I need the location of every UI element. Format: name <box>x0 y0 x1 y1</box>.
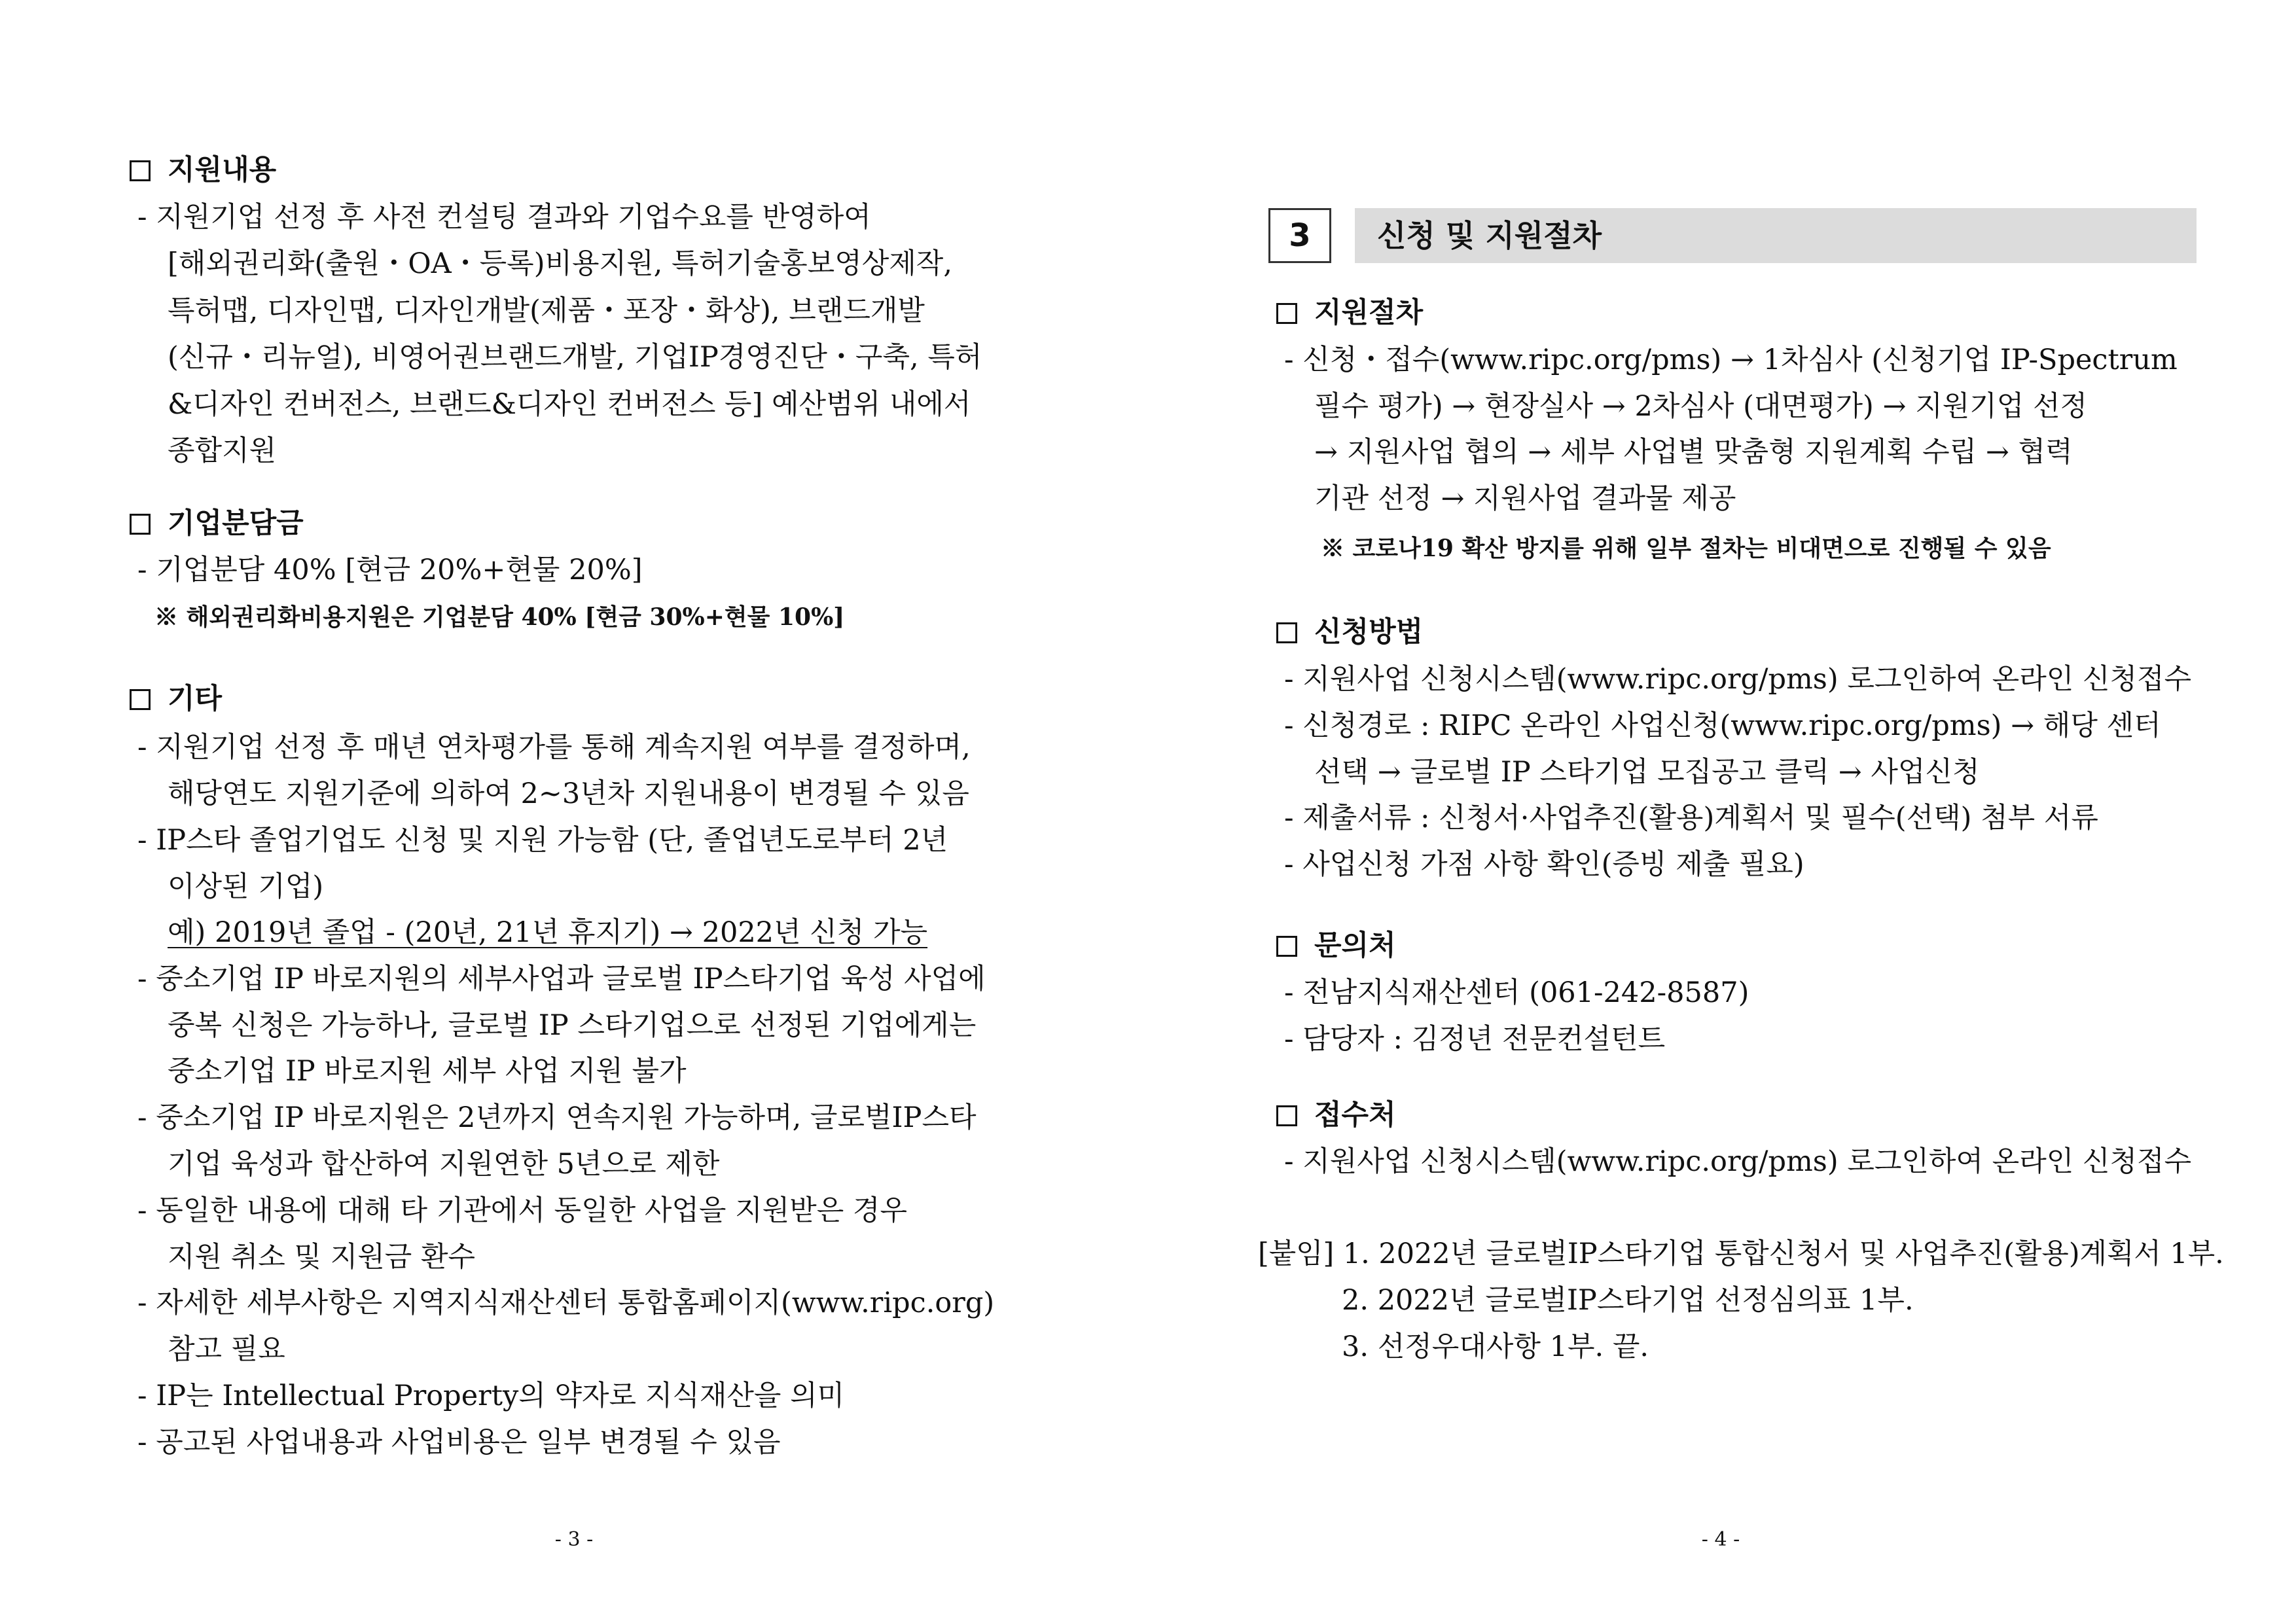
etc-line: 해당연도 지원기준에 의하여 2~3년차 지원내용이 변경될 수 있음 <box>168 777 969 810</box>
support-content-line: 종합지원 <box>168 435 277 467</box>
attachment-line: [붙임] 1. 2022년 글로벌IP스타기업 통합신청서 및 사업추진(활용)계획서 1부. <box>1258 1238 2224 1270</box>
etc-line: - 중소기업 IP 바로지원은 2년까지 연속지원 가능하며, 글로벌IP스타 <box>137 1101 977 1134</box>
etc-line: 참고 필요 <box>168 1333 285 1366</box>
etc-line: - IP는 Intellectual Property의 약자로 지식재산을 의미 <box>137 1380 845 1412</box>
contact-line: - 전남지식재산센터 (061-242-8587) <box>1284 976 1749 1009</box>
etc-line: - 중소기업 IP 바로지원의 세부사업과 글로벌 IP스타기업 육성 사업에 <box>137 963 986 995</box>
checkbox-square-icon <box>1276 1105 1297 1126</box>
procedure-line: 필수 평가) → 현장실사 → 2차심사 (대면평가) → 지원기업 선정 <box>1314 390 2088 423</box>
heading-reception: 접수처 <box>1276 1093 1396 1133</box>
checkbox-square-icon <box>1276 303 1297 324</box>
etc-line: 중복 신청은 가능하나, 글로벌 IP 스타기업으로 선정된 기업에게는 <box>168 1009 977 1042</box>
attachment-line: 2. 2022년 글로벌IP스타기업 선정심의표 1부. <box>1342 1284 1914 1317</box>
method-line: - 제출서류 : 신청서·사업추진(활용)계획서 및 필수(선택) 첨부 서류 <box>1284 802 2098 834</box>
etc-line: 중소기업 IP 바로지원 세부 사업 지원 불가 <box>168 1055 687 1088</box>
page-number: - 4 - <box>1701 1528 1740 1551</box>
procedure-line: - 신청・접수(www.ripc.org/pms) → 1차심사 (신청기업 IP-Spectrum <box>1284 344 2178 376</box>
support-content-line: [해외권리화(출원・OA・등록)비용지원, 특허기술홍보영상제작, <box>168 247 953 280</box>
method-line: - 지원사업 신청시스템(www.ripc.org/pms) 로그인하여 온라인 신청접수 <box>1284 663 2192 696</box>
support-content-line: &디자인 컨버전스, 브랜드&디자인 컨버전스 등] 예산범위 내에서 <box>168 388 971 421</box>
method-line: - 사업신청 가점 사항 확인(증빙 제출 필요) <box>1284 848 1804 881</box>
support-content-line: - 지원기업 선정 후 사전 컨설팅 결과와 기업수요를 반영하여 <box>137 201 871 234</box>
procedure-line: 기관 선정 → 지원사업 결과물 제공 <box>1314 482 1736 515</box>
procedure-note: ※ 코로나19 확산 방지를 위해 일부 절차는 비대면으로 진행될 수 있음 <box>1321 535 2051 562</box>
heading-support-content: 지원내용 <box>130 148 276 188</box>
checkbox-square-icon <box>1276 622 1297 643</box>
company-share-line: - 기업분담 40% [현금 20%+현물 20%] <box>137 554 643 586</box>
support-content-line: (신규・리뉴얼), 비영어권브랜드개발, 기업IP경영진단・구축, 특허 <box>168 341 982 374</box>
heading-procedure: 지원절차 <box>1276 291 1423 330</box>
etc-line: 지원 취소 및 지원금 환수 <box>168 1241 476 1274</box>
contact-line: - 담당자 : 김정년 전문컨설턴트 <box>1284 1023 1666 1056</box>
checkbox-square-icon <box>130 160 151 181</box>
section-number-box: 3 <box>1268 208 1331 263</box>
method-line: - 신청경로 : RIPC 온라인 사업신청(www.ripc.org/pms) → 해당 센터 <box>1284 709 2161 742</box>
etc-line: 기업 육성과 합산하여 지원연한 5년으로 제한 <box>168 1148 720 1181</box>
etc-line: - 동일한 내용에 대해 타 기관에서 동일한 사업을 지원받은 경우 <box>137 1194 907 1227</box>
attachment-line: 3. 선정우대사항 1부. 끝. <box>1342 1330 1649 1363</box>
page-number: - 3 - <box>554 1528 594 1551</box>
heading-contact: 문의처 <box>1276 923 1396 963</box>
etc-line: - 자세한 세부사항은 지역지식재산센터 통합홈페이지(www.ripc.org) <box>137 1287 995 1319</box>
checkbox-square-icon <box>1276 936 1297 957</box>
etc-line: - 공고된 사업내용과 사업비용은 일부 변경될 수 있음 <box>137 1426 781 1459</box>
heading-method: 신청방법 <box>1276 610 1423 650</box>
section-title-bar: 신청 및 지원절차 <box>1355 208 2197 263</box>
method-line: 선택 → 글로벌 IP 스타기업 모집공고 클릭 → 사업신청 <box>1314 756 1980 789</box>
checkbox-square-icon <box>130 514 151 535</box>
heading-company-share: 기업분담금 <box>130 501 304 541</box>
etc-line: - 지원기업 선정 후 매년 연차평가를 통해 계속지원 여부를 결정하며, <box>137 731 971 764</box>
etc-line: - IP스타 졸업기업도 신청 및 지원 가능함 (단, 졸업년도로부터 2년 <box>137 824 948 857</box>
reception-line: - 지원사업 신청시스템(www.ripc.org/pms) 로그인하여 온라인 신청접수 <box>1284 1145 2192 1178</box>
procedure-line: → 지원사업 협의 → 세부 사업별 맞춤형 지원계획 수립 → 협력 <box>1314 436 2073 469</box>
heading-etc: 기타 <box>130 677 222 717</box>
page-4 <box>1148 0 2296 1623</box>
company-share-note: ※ 해외권리화비용지원은 기업분담 40% [현금 30%+현물 10%] <box>154 603 845 631</box>
checkbox-square-icon <box>130 689 151 710</box>
etc-line: 이상된 기업) <box>168 870 324 903</box>
support-content-line: 특허맵, 디자인맵, 디자인개발(제품・포장・화상), 브랜드개발 <box>168 294 925 327</box>
etc-example-underlined: 예) 2019년 졸업 - (20년, 21년 휴지기) → 2022년 신청 가능 <box>168 916 928 949</box>
